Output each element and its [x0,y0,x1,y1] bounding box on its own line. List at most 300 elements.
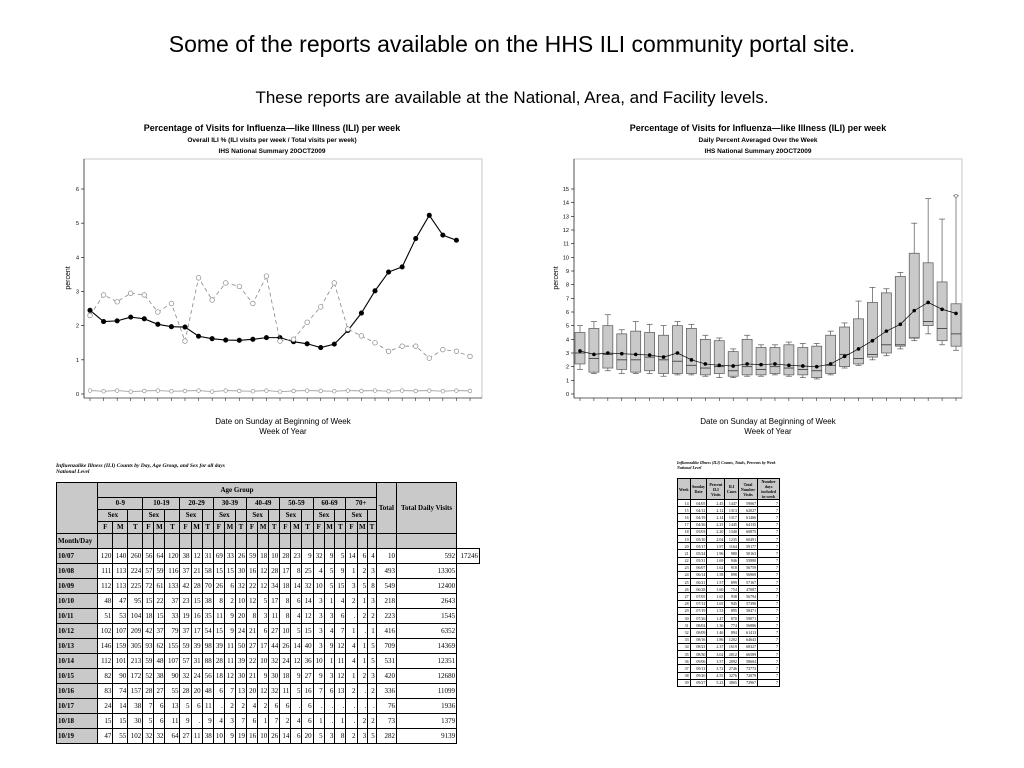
table-cell: 18 [280,669,291,684]
table-cell: 15 [113,714,128,729]
chart1-data-point [414,236,418,240]
table-cell: 33 [224,549,235,564]
chart1-data-point [197,389,201,393]
total-t-header: T [368,522,377,534]
table-row [57,669,480,684]
table-cell: 223 [376,609,396,624]
chart1-data-point [88,308,92,312]
table-cell: 1313 [725,507,739,514]
table-cell: 3 [324,609,335,624]
sex-header: Sex [213,510,235,522]
table-cell: 120 [98,549,113,564]
table-cell: 1 [357,654,368,669]
sex-header: Sex [346,510,368,522]
total-header: Total [376,483,396,534]
table-cell: 32 [269,684,280,699]
table-cell: 3 [346,579,357,594]
table-row [678,500,780,507]
box-iqr [645,333,655,371]
chart1-data-point [332,342,336,346]
table-cell: 15 [191,594,202,609]
table-cell: 6352 [397,624,457,639]
table-cell: 28 [678,600,691,607]
table-cell: 3 [368,669,377,684]
table-cell: 61 [154,579,165,594]
table-cell: 18 [143,609,154,624]
table-row [678,507,780,514]
table-cell: 1.47 [707,615,725,622]
table-cell: 22 [247,654,258,669]
chart2-mean-point [940,307,944,311]
row-date: 10/12 [57,624,98,639]
table-cell: 260 [128,549,143,564]
table-cell: 140 [113,549,128,564]
chart2-ytick-label: 10 [562,255,569,262]
chart1-ylabel: percent [65,266,72,290]
chart1-data-point [88,313,93,318]
chart1-data-point [400,389,404,393]
chart2-mean-point [787,364,791,368]
table-cell: 20 [302,729,313,744]
table-cell: 2 [224,594,235,609]
table-cell: 12 [247,594,258,609]
table-cell: 26 [678,586,691,593]
age-group-label: 50-59 [280,498,313,510]
table-cell: 54 [202,624,213,639]
chart1-data-point [468,354,473,359]
chart1-ytick-label: 6 [75,187,79,193]
blank-cell [397,534,457,549]
chart1-data-point [278,390,282,394]
sex-f-header: F [247,522,258,534]
table-cell: 12 [335,669,346,684]
week-table-caption: Influenzalike Illness (ILI) Counts, Totals, Percents by Week [677,460,776,465]
table-cell: 11099 [397,684,457,699]
table-cell: 47087 [738,586,757,593]
sex-f-header: F [346,522,357,534]
total-t-header: T [335,522,346,534]
table-cell: 11 [202,699,213,714]
table-cell: 12 [291,654,302,669]
table-cell: 20 [247,684,258,699]
table-cell: 2643 [397,594,457,609]
table-cell: 209 [128,624,143,639]
table-cell: 899 [725,579,739,586]
table-cell: 55880 [738,557,757,564]
table-cell: 133 [165,579,180,594]
table-cell: 9 [224,729,235,744]
table-cell: 774 [725,622,739,629]
table-cell: 120 [165,549,180,564]
table-cell: 980 [725,550,739,557]
table-cell: 14 [346,549,357,564]
table-cell: 7 [313,684,324,699]
table-cell: 04/19 [690,514,707,521]
table-cell: 23 [678,564,691,571]
table-cell: 5 [291,624,302,639]
blank-cell [258,534,269,549]
row-date: 10/18 [57,714,98,729]
table-row [678,665,780,672]
table-cell: 08/23 [690,643,707,650]
table-cell: 07/19 [690,607,707,614]
chart1-data-point [115,299,120,304]
chart1-data-point [223,281,228,286]
sex-f-header: F [98,522,113,534]
sex-m-header: M [324,522,335,534]
table-cell: 7 [758,600,780,607]
blank-header [165,510,180,522]
box-iqr [826,335,836,373]
chart1-data-point [183,325,187,329]
table-cell: 8 [213,594,224,609]
table-row [57,639,480,654]
table-cell: 32 [143,729,154,744]
table-cell: 5 [313,729,324,744]
table-cell: 73 [376,714,396,729]
total-t-header: T [269,522,280,534]
chart1-xlabel2: Week of Year [259,427,307,436]
table-cell: 11 [269,609,280,624]
table-cell: 2 [346,684,357,699]
table-cell: 3 [313,609,324,624]
table-cell: 1 [258,714,269,729]
table-cell: 40 [302,639,313,654]
table-cell: 7 [758,571,780,578]
chart1-data-point [386,349,391,354]
table-cell: 14 [291,639,302,654]
chart2-mean-point [871,339,875,343]
blank-cell [113,534,128,549]
table-cell: 19 [235,729,246,744]
chart1-data-point [305,320,310,325]
table-cell: 16 [247,729,258,744]
table-cell: 28 [180,684,191,699]
box-iqr [589,328,599,372]
table-cell: 59177 [738,543,757,550]
chart2-outlier-point [955,194,958,197]
chart1-data-point [115,389,119,393]
table-cell: 16 [247,564,258,579]
chart1-data-point [196,276,201,281]
table-cell: 48 [98,594,113,609]
table-cell: 72 [143,579,154,594]
table-cell: 112 [98,579,113,594]
blank-header [269,510,280,522]
table-cell: 218 [376,594,396,609]
table-cell: 8 [291,564,302,579]
chart1-subtitle2: IHS National Summary 20OCT2009 [218,148,326,155]
table-cell: . [357,684,368,699]
row-date: 10/08 [57,564,98,579]
table-cell: 23 [180,594,191,609]
row-date: 10/15 [57,669,98,684]
blank-cell [235,534,246,549]
table-cell: 6 [324,684,335,699]
chart1-data-point [129,390,133,394]
box-iqr [659,335,669,373]
total-t-header: T [235,522,246,534]
chart1-data-point [265,389,269,393]
table-cell: 61466 [738,514,757,521]
table-cell: 26 [235,549,246,564]
table-cell: 10 [280,624,291,639]
table-cell: 12 [191,549,202,564]
table-cell: 74 [113,684,128,699]
table-cell: 12400 [397,579,457,594]
box-iqr [770,348,780,374]
sex-header: Sex [180,510,202,522]
blank-header [368,510,377,522]
table-cell: 88 [202,654,213,669]
table-cell: 116 [165,564,180,579]
table-cell: 42 [180,579,191,594]
table-cell: 12351 [397,654,457,669]
chart1-data-point [373,389,377,393]
chart2-ytick-label: 4 [565,337,569,344]
table-cell: 17 [269,594,280,609]
table-cell: 6 [302,699,313,714]
blank-cell [98,534,113,549]
week-table [677,478,780,687]
table-cell: 32 [678,629,691,636]
table-cell: 2 [235,699,246,714]
table-cell: 37 [154,624,165,639]
chart1-data-point [142,317,146,321]
table-cell: 36 [302,654,313,669]
chart1-data-point [88,389,92,393]
table-row [57,594,480,609]
blank-header [335,510,346,522]
table-cell: 2 [280,714,291,729]
table-cell: 1340 [725,528,739,535]
table-cell: 1 [357,594,368,609]
table-cell: 111 [98,564,113,579]
chart1-data-point [170,389,174,393]
table-cell: 4 [324,624,335,639]
table-cell: 23 [291,549,302,564]
table-cell: 59067 [738,500,757,507]
table-cell: 34 [678,643,691,650]
table-row [678,550,780,557]
table-cell: 2 [346,594,357,609]
table-cell: 7 [758,543,780,550]
table-cell: 17 [678,521,691,528]
table-cell: 35 [678,650,691,657]
table-cell: 09/27 [690,679,707,686]
table-row [57,609,480,624]
blank-cell [191,534,202,549]
chart1-data-point [332,281,337,286]
row-date: 10/16 [57,684,98,699]
table-cell: 47 [98,729,113,744]
table-cell: 6 [335,609,346,624]
table-cell: 37 [165,594,180,609]
chart1-ytick-label: 0 [75,392,79,398]
table-cell: 73967 [738,679,757,686]
table-cell: 05/10 [690,535,707,542]
table-cell: 101 [113,654,128,669]
table-cell: 1 [357,639,368,654]
table-row [678,607,780,614]
table-cell: 3 [224,714,235,729]
chart2-title: Percentage of Visits for Influenza—like Illness (ILI) per week [629,123,887,133]
table-cell: 7 [758,629,780,636]
table-cell: 09/06 [690,658,707,665]
chart1-data-point [224,389,228,393]
table-cell: 7 [758,500,780,507]
box-iqr [686,328,696,373]
chart1-data-point [468,389,472,393]
table-cell: 14369 [397,639,457,654]
table-cell: 29 [678,607,691,614]
table-cell: 3 [357,729,368,744]
table-cell: 2.04 [707,535,725,542]
chart2-ytick-label: 12 [562,228,569,234]
table-cell: 31 [191,654,202,669]
table-cell: 7 [758,622,780,629]
blank-cell [280,534,291,549]
table-cell: 64 [154,549,165,564]
chart1-ytick-label: 4 [75,255,79,262]
chart1-title: Percentage of Visits for Influenza—like Illness (ILI) per week [143,123,401,133]
chart1-data-point [332,389,336,393]
table-cell: 754 [725,586,739,593]
table-cell: 30 [235,669,246,684]
table-cell: 1164 [725,543,739,550]
table-cell: 57167 [738,579,757,586]
table-cell: 27 [180,729,191,744]
chart2-mean-point [773,362,777,366]
chart1-ytick-label: 2 [75,323,79,330]
table-cell: 10 [313,654,324,669]
table-cell: 493 [376,564,396,579]
table-cell: 1202 [725,636,739,643]
week-table-header: Percent ILI Visits [707,479,725,500]
table-row [678,650,780,657]
table-cell: 1445 [725,521,739,528]
table-cell: 102 [98,624,113,639]
table-cell: 3276 [725,672,739,679]
table-cell: 7 [235,714,246,729]
age-group-label: 10-19 [143,498,180,510]
table-row [678,615,780,622]
week-table-header: Total Number Visits [738,479,757,500]
table-cell: 31 [202,549,213,564]
table-cell: 7 [758,665,780,672]
chart1-data-point [400,344,405,349]
table-cell: 282 [376,729,396,744]
table-cell: 27 [302,669,313,684]
table-cell: 14 [113,699,128,714]
chart1-ytick-label: 5 [75,221,79,228]
age-group-label: 40-49 [247,498,280,510]
table-cell: 13 [335,684,346,699]
chart1-data-point [360,389,364,393]
table-cell: 16 [678,514,691,521]
box-iqr [700,339,710,375]
table-cell: 6 [191,699,202,714]
table-cell: 2.14 [707,514,725,521]
row-date: 10/10 [57,594,98,609]
box-iqr [909,253,919,338]
table-cell: 213 [128,654,143,669]
table-cell: 2.20 [707,528,725,535]
table-cell: 19 [180,609,191,624]
chart2-mean-point [759,363,763,367]
table-cell: 113 [113,564,128,579]
table-cell: 8 [247,609,258,624]
box-iqr [631,331,641,372]
table-cell: 12 [258,564,269,579]
chart1-data-point [427,356,432,361]
chart1-data-point [427,389,431,393]
table-cell: 9 [224,609,235,624]
table-cell: 68327 [738,643,757,650]
table-cell: 1.97 [707,543,725,550]
table-cell: 17 [191,624,202,639]
table-cell: 05/31 [690,557,707,564]
table-cell: 155 [165,639,180,654]
table-cell: 56759 [738,564,757,571]
table-cell: 39 [678,679,691,686]
row-date: 10/17 [57,699,98,714]
table-cell: 22 [247,579,258,594]
table-cell: 420 [376,669,396,684]
table-cell: 7 [758,672,780,679]
table-cell: 7 [758,550,780,557]
table-cell: 37 [180,564,191,579]
table-cell: 2.25 [707,521,725,528]
table-cell: 16 [191,609,202,624]
table-cell: 3 [324,729,335,744]
table-cell: 08/09 [690,629,707,636]
chart2-ylabel: percent [553,266,560,290]
age-group-table [56,482,480,744]
age-group-label: 30-39 [213,498,246,510]
table-cell: 1235 [725,535,739,542]
table-cell: 3 [313,594,324,609]
chart1-series-line [90,215,456,347]
week-table-header: ILI Cases [725,479,739,500]
table-row [678,658,780,665]
table-cell: 1.53 [707,607,725,614]
chart1-data-point [156,322,160,326]
chart1-data-point [251,301,256,306]
table-cell: 157 [128,684,143,699]
age-group-label: 20-29 [180,498,213,510]
table-cell: 113 [113,579,128,594]
table-cell: 9 [224,624,235,639]
table-cell: 17246 [457,549,480,564]
row-date: 10/07 [57,549,98,564]
table-cell: 12 [258,579,269,594]
table-cell: 8 [280,609,291,624]
chart2-mean-point [857,347,861,351]
table-cell: 58604 [738,658,757,665]
chart1-data-point [387,389,391,393]
table-cell: 6 [154,699,165,714]
chart1-data-point [441,233,445,237]
chart1-data-point [400,265,404,269]
table-cell: 9 [313,669,324,684]
table-cell: 6 [258,624,269,639]
chart1-data-point [251,337,255,341]
table-row [678,521,780,528]
table-cell: 4 [213,714,224,729]
table-cell: 336 [376,684,396,699]
table-cell: 3 [324,669,335,684]
